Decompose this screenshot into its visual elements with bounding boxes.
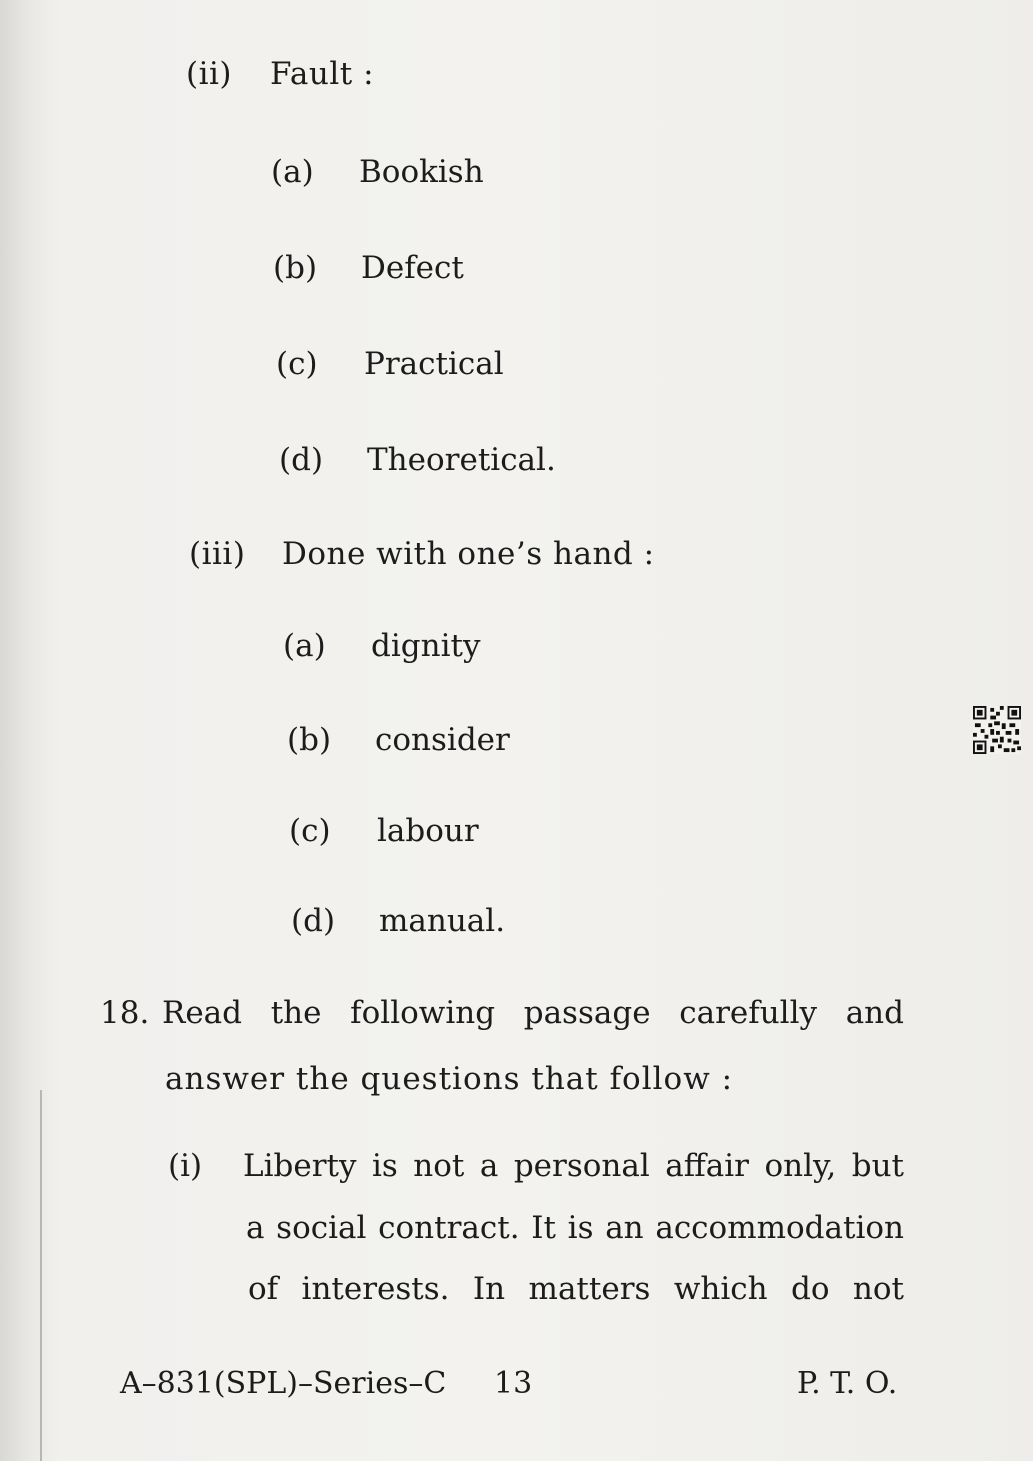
option-label: (d) [291, 903, 336, 939]
footer-series-code: A–831(SPL)–Series–C [120, 1366, 447, 1401]
option-ii-d [279, 442, 556, 478]
option-text: Bookish [359, 154, 484, 190]
question-iii [189, 536, 655, 572]
option-iii-a [283, 628, 480, 664]
option-label: (c) [276, 346, 318, 382]
passage-line-3: of interests. In matters which do not [248, 1271, 904, 1307]
question-18-line-1: Read the following passage carefully and [162, 995, 904, 1031]
option-label: (d) [279, 442, 324, 478]
option-text: labour [377, 813, 479, 849]
question-number: (ii) [186, 56, 233, 92]
passage-line-2: a social contract. It is an accommodation [246, 1210, 904, 1246]
option-iii-d [291, 903, 505, 939]
option-text: manual. [379, 903, 506, 939]
option-iii-b [287, 722, 510, 758]
question-18-number: 18. [100, 995, 150, 1031]
option-ii-b [273, 250, 464, 286]
option-label: (c) [289, 813, 331, 849]
option-ii-c [276, 346, 504, 382]
option-label: (b) [287, 722, 332, 758]
option-text: Practical [364, 346, 504, 382]
passage-number: (i) [168, 1148, 203, 1184]
question-number: (iii) [189, 536, 246, 572]
qr-code-icon [973, 706, 1021, 754]
footer-page-number: 13 [494, 1366, 533, 1401]
option-text: Theoretical. [367, 442, 556, 478]
option-label: (a) [283, 628, 326, 664]
question-ii [186, 56, 374, 92]
passage-line-1: Liberty is not a personal affair only, but [243, 1148, 904, 1184]
question-text: Done with one’s hand : [282, 536, 655, 572]
question-text: Fault : [270, 56, 375, 92]
option-text: dignity [371, 628, 481, 664]
option-text: consider [375, 722, 510, 758]
option-label: (a) [271, 154, 314, 190]
footer-pto: P. T. O. [797, 1366, 898, 1401]
option-label: (b) [273, 250, 318, 286]
option-ii-a [271, 154, 484, 190]
option-iii-c [289, 813, 479, 849]
question-18-line-2: answer the questions that follow : [165, 1061, 734, 1097]
page-edge-line [40, 1090, 42, 1461]
option-text: Defect [361, 250, 464, 286]
